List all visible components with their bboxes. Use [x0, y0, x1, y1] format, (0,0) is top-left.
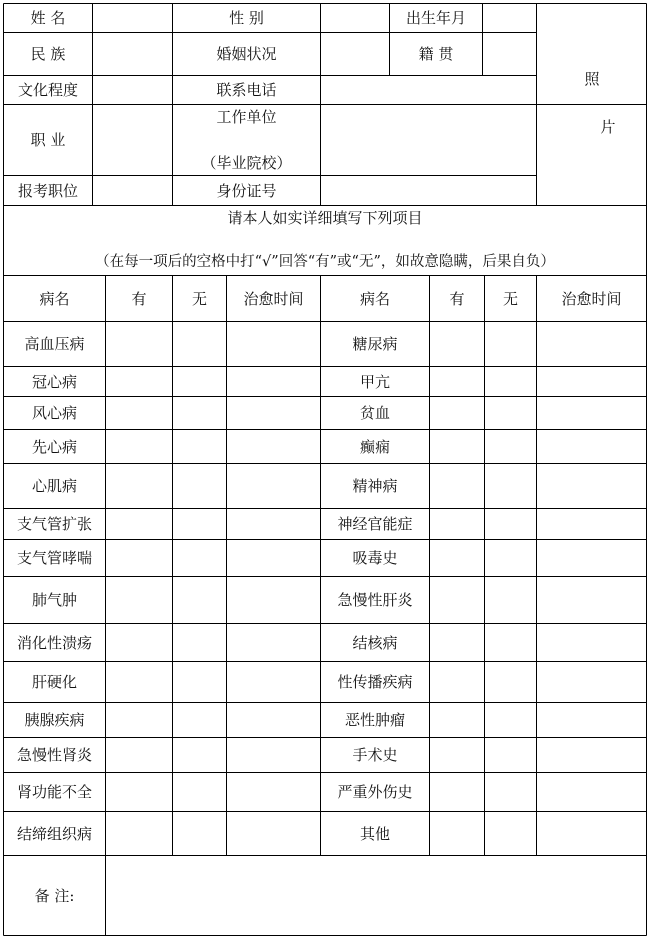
right-no-cell[interactable]	[485, 540, 536, 576]
left-cure-cell[interactable]	[227, 430, 320, 463]
photo-char-1: 照	[584, 70, 600, 88]
left-cure-cell[interactable]	[227, 509, 320, 539]
birth-input[interactable]	[483, 4, 536, 32]
right-no-cell[interactable]	[485, 773, 536, 811]
disease-name-left: 心肌病	[31, 477, 77, 495]
remarks-label: 备 注:	[34, 886, 75, 905]
disease-name-left: 急慢性肾炎	[16, 746, 92, 764]
work-unit-input[interactable]	[321, 105, 536, 175]
native-input[interactable]	[483, 33, 536, 75]
left-cure-cell[interactable]	[227, 812, 320, 855]
disease-name-right: 糖尿病	[352, 335, 398, 353]
left-yes-cell[interactable]	[106, 662, 172, 702]
left-no-cell[interactable]	[173, 430, 226, 463]
left-cure-cell[interactable]	[227, 662, 320, 702]
phone-input[interactable]	[321, 76, 536, 104]
right-yes-cell[interactable]	[430, 703, 484, 737]
disease-name-right: 癫痫	[359, 437, 390, 456]
left-cure-cell[interactable]	[227, 367, 320, 396]
right-yes-cell[interactable]	[430, 322, 484, 366]
right-yes-cell[interactable]	[430, 464, 484, 508]
disease-name-right: 贫血	[359, 404, 390, 422]
id-input[interactable]	[321, 176, 536, 205]
left-cure-cell[interactable]	[227, 773, 320, 811]
right-cure-cell[interactable]	[537, 624, 646, 661]
education-label: 文化程度	[17, 81, 78, 99]
left-yes-cell[interactable]	[106, 430, 172, 463]
disease-name-left: 支气管扩张	[16, 515, 92, 533]
position-input[interactable]	[93, 176, 172, 205]
disease-name-right: 甲亢	[359, 372, 390, 391]
right-yes-cell[interactable]	[430, 624, 484, 661]
right-cure-cell[interactable]	[537, 738, 646, 772]
left-cure-cell[interactable]	[227, 577, 320, 623]
birth-label: 出生年月	[405, 9, 466, 27]
left-cure-cell[interactable]	[227, 738, 320, 772]
left-no-cell[interactable]	[173, 703, 226, 737]
col-cure-right: 治愈时间	[561, 289, 622, 308]
left-yes-cell[interactable]	[106, 624, 172, 661]
right-no-cell[interactable]	[485, 397, 536, 429]
left-yes-cell[interactable]	[106, 397, 172, 429]
disease-name-left: 胰腺疾病	[24, 711, 85, 729]
marital-input[interactable]	[321, 33, 389, 75]
col-disease-right: 病名	[359, 289, 390, 308]
left-yes-cell[interactable]	[106, 738, 172, 772]
left-yes-cell[interactable]	[106, 540, 172, 576]
disease-name-right: 性传播疾病	[337, 673, 413, 691]
disease-name-left: 高血压病	[24, 335, 85, 353]
left-no-cell[interactable]	[173, 540, 226, 576]
right-no-cell[interactable]	[485, 703, 536, 737]
left-cure-cell[interactable]	[227, 540, 320, 576]
left-no-cell[interactable]	[173, 577, 226, 623]
disease-name-right: 其他	[359, 824, 390, 843]
disease-name-left: 风心病	[31, 404, 77, 422]
school-label: （毕业院校）	[201, 154, 292, 172]
right-cure-cell[interactable]	[537, 430, 646, 463]
disease-name-left: 先心病	[31, 437, 77, 456]
native-label: 籍 贯	[418, 45, 454, 63]
right-cure-cell[interactable]	[537, 540, 646, 576]
left-no-cell[interactable]	[173, 738, 226, 772]
right-cure-cell[interactable]	[537, 464, 646, 508]
photo-char-2: 片	[600, 118, 616, 136]
ethnicity-input[interactable]	[93, 33, 172, 75]
left-no-cell[interactable]	[173, 322, 226, 366]
left-no-cell[interactable]	[173, 509, 226, 539]
disease-name-left: 冠心病	[31, 372, 77, 391]
disease-name-right: 神经官能症	[337, 515, 413, 533]
right-yes-cell[interactable]	[430, 509, 484, 539]
right-cure-cell[interactable]	[537, 703, 646, 737]
left-yes-cell[interactable]	[106, 812, 172, 855]
right-no-cell[interactable]	[485, 367, 536, 396]
right-cure-cell[interactable]	[537, 367, 646, 396]
phone-label: 联系电话	[216, 81, 277, 99]
marital-label: 婚姻状况	[216, 45, 277, 63]
right-cure-cell[interactable]	[537, 322, 646, 366]
left-no-cell[interactable]	[173, 773, 226, 811]
right-no-cell[interactable]	[485, 577, 536, 623]
right-no-cell[interactable]	[485, 812, 536, 855]
right-cure-cell[interactable]	[537, 577, 646, 623]
left-no-cell[interactable]	[173, 812, 226, 855]
left-yes-cell[interactable]	[106, 322, 172, 366]
right-yes-cell[interactable]	[430, 540, 484, 576]
col-cure-left: 治愈时间	[243, 289, 304, 308]
disease-name-left: 肺气肿	[31, 591, 77, 609]
right-yes-cell[interactable]	[430, 738, 484, 772]
disease-name-left: 支气管哮喘	[16, 549, 92, 567]
left-yes-cell[interactable]	[106, 509, 172, 539]
disease-name-right: 恶性肿瘤	[344, 711, 405, 729]
right-cure-cell[interactable]	[537, 773, 646, 811]
right-yes-cell[interactable]	[430, 367, 484, 396]
left-yes-cell[interactable]	[106, 773, 172, 811]
disease-name-right: 结核病	[352, 633, 398, 652]
work-unit-label: 工作单位	[216, 108, 277, 126]
disease-name-left: 结缔组织病	[16, 824, 92, 843]
left-no-cell[interactable]	[173, 464, 226, 508]
name-input[interactable]	[93, 4, 172, 32]
right-no-cell[interactable]	[485, 509, 536, 539]
right-no-cell[interactable]	[485, 624, 536, 661]
left-yes-cell[interactable]	[106, 367, 172, 396]
disease-name-left: 消化性溃疡	[16, 633, 92, 652]
disease-name-right: 急慢性肝炎	[337, 591, 413, 609]
right-yes-cell[interactable]	[430, 397, 484, 429]
left-no-cell[interactable]	[173, 624, 226, 661]
col-no-left: 无	[191, 289, 207, 308]
col-disease-left: 病名	[39, 289, 70, 308]
occupation-label: 职 业	[30, 131, 66, 149]
right-cure-cell[interactable]	[537, 812, 646, 855]
left-no-cell[interactable]	[173, 662, 226, 702]
left-no-cell[interactable]	[173, 367, 226, 396]
right-no-cell[interactable]	[485, 430, 536, 463]
left-yes-cell[interactable]	[106, 703, 172, 737]
id-label: 身份证号	[216, 181, 277, 200]
position-label: 报考职位	[17, 181, 78, 200]
right-no-cell[interactable]	[485, 738, 536, 772]
col-yes-left: 有	[131, 289, 147, 308]
instruction-line-1: 请本人如实详细填写下列项目	[227, 209, 423, 227]
name-label: 姓 名	[30, 9, 66, 27]
right-yes-cell[interactable]	[430, 662, 484, 702]
left-cure-cell[interactable]	[227, 322, 320, 366]
right-no-cell[interactable]	[485, 322, 536, 366]
gender-label: 性 别	[229, 9, 264, 27]
disease-name-right: 吸毒史	[352, 549, 398, 567]
right-yes-cell[interactable]	[430, 812, 484, 855]
disease-name-left: 肾功能不全	[16, 783, 92, 801]
right-cure-cell[interactable]	[537, 509, 646, 539]
left-cure-cell[interactable]	[227, 464, 320, 508]
instruction-line-2: （在每一项后的空格中打“√”回答“有”或“无”，如故意隐瞒，后果自负）	[95, 254, 555, 271]
right-cure-cell[interactable]	[537, 397, 646, 429]
right-cure-cell[interactable]	[537, 662, 646, 702]
col-no-right: 无	[502, 289, 518, 308]
left-yes-cell[interactable]	[106, 577, 172, 623]
photo-area[interactable]	[537, 4, 646, 205]
disease-name-right: 严重外伤史	[337, 783, 413, 801]
right-yes-cell[interactable]	[430, 773, 484, 811]
disease-name-right: 精神病	[352, 477, 398, 495]
left-no-cell[interactable]	[173, 397, 226, 429]
gender-input[interactable]	[321, 4, 389, 32]
disease-name-left: 肝硬化	[31, 673, 77, 691]
col-yes-right: 有	[449, 289, 465, 308]
left-cure-cell[interactable]	[227, 624, 320, 661]
remarks-input[interactable]	[106, 856, 646, 935]
right-no-cell[interactable]	[485, 662, 536, 702]
education-input[interactable]	[93, 76, 172, 104]
disease-name-right: 手术史	[352, 746, 398, 764]
right-no-cell[interactable]	[485, 464, 536, 508]
ethnicity-label: 民 族	[30, 45, 66, 63]
occupation-input[interactable]	[93, 105, 172, 175]
left-yes-cell[interactable]	[106, 464, 172, 508]
right-yes-cell[interactable]	[430, 577, 484, 623]
right-yes-cell[interactable]	[430, 430, 484, 463]
left-cure-cell[interactable]	[227, 703, 320, 737]
left-cure-cell[interactable]	[227, 397, 320, 429]
